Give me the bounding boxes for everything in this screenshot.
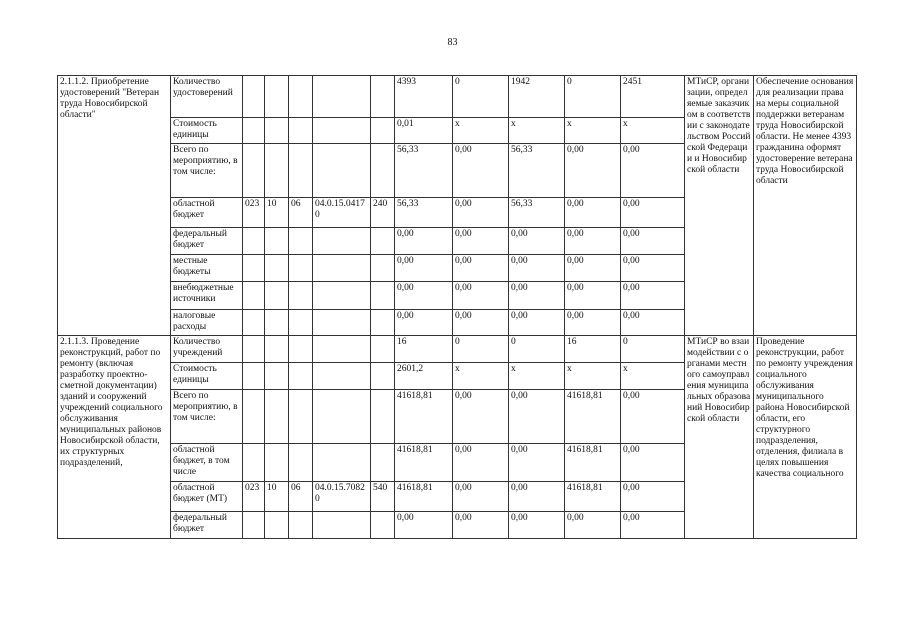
year3-cell: х — [565, 118, 621, 144]
expense-type-cell — [371, 228, 395, 255]
year1-cell: 0,00 — [453, 310, 509, 336]
grbs-cell: 023 — [243, 198, 265, 228]
section-cell — [265, 76, 289, 118]
total-cell: 56,33 — [395, 144, 453, 198]
indicator-label: Стоимость единицы — [171, 363, 243, 390]
subsection-cell — [289, 76, 313, 118]
measure-title-cell: 2.1.1.2. Приобретение удостоверений "Ветеран труда Новосибирской области" — [58, 76, 171, 336]
grbs-cell — [243, 255, 265, 282]
year4-cell: х — [621, 363, 685, 390]
year2-cell: 1942 — [509, 76, 565, 118]
grbs-cell — [243, 118, 265, 144]
indicator-label: Количество учреждений — [171, 336, 243, 363]
total-cell: 16 — [395, 336, 453, 363]
expense-type-cell — [371, 336, 395, 363]
section-cell: 10 — [265, 482, 289, 512]
year4-cell: 0,00 — [621, 512, 685, 539]
grbs-cell: 023 — [243, 482, 265, 512]
expense-type-cell — [371, 390, 395, 444]
expense-type-cell — [371, 363, 395, 390]
year3-cell: 0,00 — [565, 144, 621, 198]
executor-cell: МТиСР, организации, определяемые заказчиком в соответствии с законодательством Российской Федерации и Новосибирской области — [685, 76, 754, 336]
year4-cell: 2451 — [621, 76, 685, 118]
year3-cell: 41618,81 — [565, 482, 621, 512]
expense-type-cell — [371, 282, 395, 310]
year3-cell: 41618,81 — [565, 390, 621, 444]
year1-cell: 0,00 — [453, 282, 509, 310]
table-row — [58, 336, 857, 363]
section-cell — [265, 255, 289, 282]
target-article-cell — [313, 144, 371, 198]
expense-type-cell — [371, 444, 395, 482]
target-article-cell — [313, 363, 371, 390]
total-cell: 0,00 — [395, 310, 453, 336]
year1-cell: 0,00 — [453, 444, 509, 482]
target-article-cell — [313, 228, 371, 255]
year4-cell: 0,00 — [621, 482, 685, 512]
section-cell — [265, 336, 289, 363]
subsection-cell: 06 — [289, 482, 313, 512]
indicator-label: областной бюджет, в том числе — [171, 444, 243, 482]
target-article-cell — [313, 118, 371, 144]
year3-cell: 0 — [565, 76, 621, 118]
year3-cell: 0,00 — [565, 198, 621, 228]
expense-type-cell: 240 — [371, 198, 395, 228]
measure-title-cell: 2.1.1.3. Проведение реконструкций, работ по ремонту (включая разработку проектно-сметной документации) зданий и сооружений учреждений социального обслуживания муниципальных районов Новосибирской области, их структурных подразделений, — [58, 336, 171, 539]
target-article-cell — [313, 76, 371, 118]
grbs-cell — [243, 76, 265, 118]
year4-cell: 0,00 — [621, 444, 685, 482]
year1-cell: 0,00 — [453, 390, 509, 444]
indicator-label: местные бюджеты — [171, 255, 243, 282]
grbs-cell — [243, 336, 265, 363]
section-cell — [265, 363, 289, 390]
target-article-cell — [313, 336, 371, 363]
year3-cell: 0,00 — [565, 282, 621, 310]
subsection-cell — [289, 363, 313, 390]
expected-result-cell: Обеспечение основания для реализации права на меры социальной поддержки ветеранам труда Новосибирской области. Не менее 4393 гражданина оформят удостоверение ветерана труда Новосибирской области — [754, 76, 857, 336]
indicator-label: областной бюджет (МТ) — [171, 482, 243, 512]
executor-cell: МТиСР во взаимодействии с органами местного самоуправления муниципальных образований Новосибирской области — [685, 336, 754, 539]
year3-cell: х — [565, 363, 621, 390]
year2-cell: 0,00 — [509, 255, 565, 282]
year2-cell: 0,00 — [509, 512, 565, 539]
year2-cell: 0 — [509, 336, 565, 363]
expense-type-cell — [371, 255, 395, 282]
year2-cell: х — [509, 118, 565, 144]
year3-cell: 0,00 — [565, 255, 621, 282]
year1-cell: 0,00 — [453, 482, 509, 512]
grbs-cell — [243, 512, 265, 539]
year1-cell: 0,00 — [453, 512, 509, 539]
year3-cell: 0,00 — [565, 228, 621, 255]
subsection-cell — [289, 228, 313, 255]
year4-cell: 0,00 — [621, 255, 685, 282]
subsection-cell — [289, 255, 313, 282]
indicator-label: Стоимость единицы — [171, 118, 243, 144]
year2-cell: 56,33 — [509, 198, 565, 228]
total-cell: 0,00 — [395, 228, 453, 255]
year4-cell: 0,00 — [621, 144, 685, 198]
subsection-cell — [289, 336, 313, 363]
year2-cell: 0,00 — [509, 390, 565, 444]
expense-type-cell: 540 — [371, 482, 395, 512]
target-article-cell — [313, 444, 371, 482]
subsection-cell — [289, 282, 313, 310]
year2-cell: 0,00 — [509, 482, 565, 512]
section-cell — [265, 228, 289, 255]
year3-cell: 16 — [565, 336, 621, 363]
target-article-cell — [313, 255, 371, 282]
table-row — [58, 76, 857, 118]
expense-type-cell — [371, 76, 395, 118]
total-cell: 41618,81 — [395, 390, 453, 444]
year1-cell: 0,00 — [453, 144, 509, 198]
grbs-cell — [243, 390, 265, 444]
year1-cell: х — [453, 363, 509, 390]
total-cell: 0,00 — [395, 255, 453, 282]
subsection-cell: 06 — [289, 198, 313, 228]
expense-type-cell — [371, 512, 395, 539]
grbs-cell — [243, 310, 265, 336]
grbs-cell — [243, 144, 265, 198]
expected-result-cell: Проведение реконструкции, работ по ремонту учреждения социального обслуживания муниципального района Новосибирской области, его структурного подразделения, отделения, филиала в целях повышения качества социального — [754, 336, 857, 539]
section-cell — [265, 282, 289, 310]
indicator-label: федеральный бюджет — [171, 512, 243, 539]
expense-type-cell — [371, 310, 395, 336]
year1-cell: 0,00 — [453, 255, 509, 282]
year2-cell: 56,33 — [509, 144, 565, 198]
subsection-cell — [289, 512, 313, 539]
subsection-cell — [289, 118, 313, 144]
total-cell: 41618,81 — [395, 482, 453, 512]
indicator-label: федеральный бюджет — [171, 228, 243, 255]
year2-cell: 0,00 — [509, 444, 565, 482]
year4-cell: 0,00 — [621, 198, 685, 228]
grbs-cell — [243, 228, 265, 255]
target-article-cell — [313, 282, 371, 310]
target-article-cell — [313, 390, 371, 444]
grbs-cell — [243, 363, 265, 390]
subsection-cell — [289, 390, 313, 444]
indicator-label: налоговые расходы — [171, 310, 243, 336]
section-cell — [265, 144, 289, 198]
subsection-cell — [289, 144, 313, 198]
year3-cell: 0,00 — [565, 310, 621, 336]
section-cell — [265, 390, 289, 444]
total-cell: 0,00 — [395, 282, 453, 310]
subsection-cell — [289, 310, 313, 336]
year1-cell: 0 — [453, 76, 509, 118]
section-cell — [265, 512, 289, 539]
grbs-cell — [243, 282, 265, 310]
target-article-cell — [313, 512, 371, 539]
year3-cell: 41618,81 — [565, 444, 621, 482]
indicator-label: Всего по мероприятию, в том числе: — [171, 144, 243, 198]
section-cell — [265, 444, 289, 482]
year1-cell: 0,00 — [453, 228, 509, 255]
year2-cell: 0,00 — [509, 310, 565, 336]
page-number: 83 — [447, 37, 458, 48]
target-article-cell: 04.0.15.70820 — [313, 482, 371, 512]
total-cell: 0,00 — [395, 512, 453, 539]
section-cell — [265, 118, 289, 144]
year1-cell: 0 — [453, 336, 509, 363]
grbs-cell — [243, 444, 265, 482]
expense-type-cell — [371, 144, 395, 198]
year4-cell: 0,00 — [621, 310, 685, 336]
target-article-cell — [313, 310, 371, 336]
target-article-cell: 04.0.15.04170 — [313, 198, 371, 228]
year3-cell: 0,00 — [565, 512, 621, 539]
year4-cell: 0 — [621, 336, 685, 363]
program-measures-table — [57, 75, 857, 539]
year4-cell: 0,00 — [621, 390, 685, 444]
total-cell: 2601,2 — [395, 363, 453, 390]
year4-cell: 0,00 — [621, 228, 685, 255]
indicator-label: внебюджетные источники — [171, 282, 243, 310]
year1-cell: 0,00 — [453, 198, 509, 228]
indicator-label: областной бюджет — [171, 198, 243, 228]
year2-cell: 0,00 — [509, 228, 565, 255]
year4-cell: х — [621, 118, 685, 144]
total-cell: 0,01 — [395, 118, 453, 144]
indicator-label: Количество удостоверений — [171, 76, 243, 118]
subsection-cell — [289, 444, 313, 482]
year1-cell: х — [453, 118, 509, 144]
section-cell: 10 — [265, 198, 289, 228]
indicator-label: Всего по мероприятию, в том числе: — [171, 390, 243, 444]
total-cell: 41618,81 — [395, 444, 453, 482]
year2-cell: х — [509, 363, 565, 390]
expense-type-cell — [371, 118, 395, 144]
year4-cell: 0,00 — [621, 282, 685, 310]
total-cell: 4393 — [395, 76, 453, 118]
total-cell: 56,33 — [395, 198, 453, 228]
year2-cell: 0,00 — [509, 282, 565, 310]
section-cell — [265, 310, 289, 336]
